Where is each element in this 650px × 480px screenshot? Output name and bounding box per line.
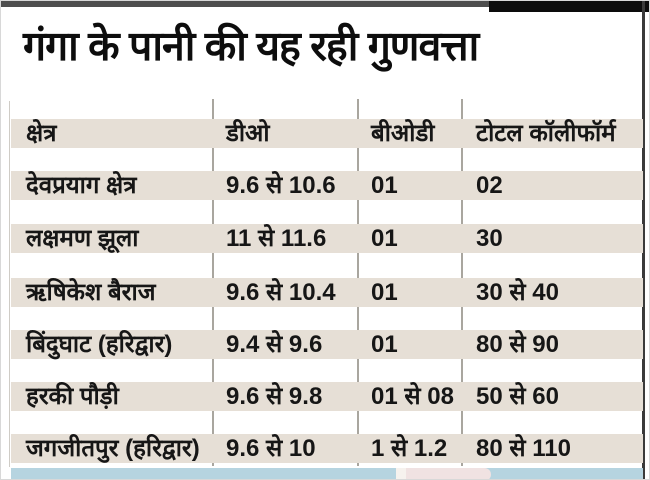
cell-bod: 01	[371, 172, 398, 199]
column-header-area: क्षेत्र	[26, 120, 57, 147]
table-row	[11, 330, 643, 359]
table-row	[11, 434, 643, 463]
table-row	[11, 382, 643, 411]
cell-bod: 01	[371, 225, 398, 252]
cell-bod: 01	[371, 331, 398, 358]
cell-area: ऋषिकेश बैराज	[26, 279, 156, 306]
top-accent-bar-gray	[1, 1, 491, 7]
cell-coliform: 80 से 110	[476, 435, 571, 462]
cell-coliform: 02	[476, 172, 503, 199]
cell-coliform: 30	[476, 225, 503, 252]
table-header-row	[11, 119, 643, 148]
page-title: गंगा के पानी की यह रही गुणवत्ता	[23, 23, 479, 69]
table-row	[11, 278, 643, 307]
cell-coliform: 80 से 90	[476, 331, 559, 358]
top-accent-bar-black	[489, 1, 650, 12]
cell-area: बिंदुघाट (हरिद्वार)	[26, 331, 173, 358]
bottom-photo-strip	[11, 468, 643, 480]
column-header-total-coliform: टोटल कॉलीफॉर्म	[476, 120, 616, 147]
column-header-bod: बीओडी	[371, 120, 435, 147]
cell-do: 9.6 से 10	[226, 435, 316, 462]
table-row	[11, 171, 643, 200]
photo-pink-region	[406, 468, 491, 480]
cell-area: हरकी पौड़ी	[26, 383, 119, 410]
cell-do: 9.6 से 10.6	[226, 172, 336, 199]
cell-do: 9.4 से 9.6	[226, 331, 323, 358]
cell-area: देवप्रयाग क्षेत्र	[26, 172, 137, 199]
cell-bod: 01 से 08	[371, 383, 454, 410]
cell-do: 9.6 से 9.8	[226, 383, 323, 410]
column-header-do: डीओ	[226, 120, 270, 147]
cell-do: 11 से 11.6	[226, 225, 327, 252]
cell-bod: 1 से 1.2	[371, 435, 448, 462]
table-left-border	[9, 101, 10, 467]
cell-bod: 01	[371, 279, 398, 306]
table-row	[11, 224, 643, 253]
cell-area: लक्षमण झूला	[26, 225, 139, 252]
cell-coliform: 50 से 60	[476, 383, 559, 410]
cell-do: 9.6 से 10.4	[226, 279, 336, 306]
cell-area: जगजीतपुर (हरिद्वार)	[26, 435, 200, 462]
cell-coliform: 30 से 40	[476, 279, 559, 306]
